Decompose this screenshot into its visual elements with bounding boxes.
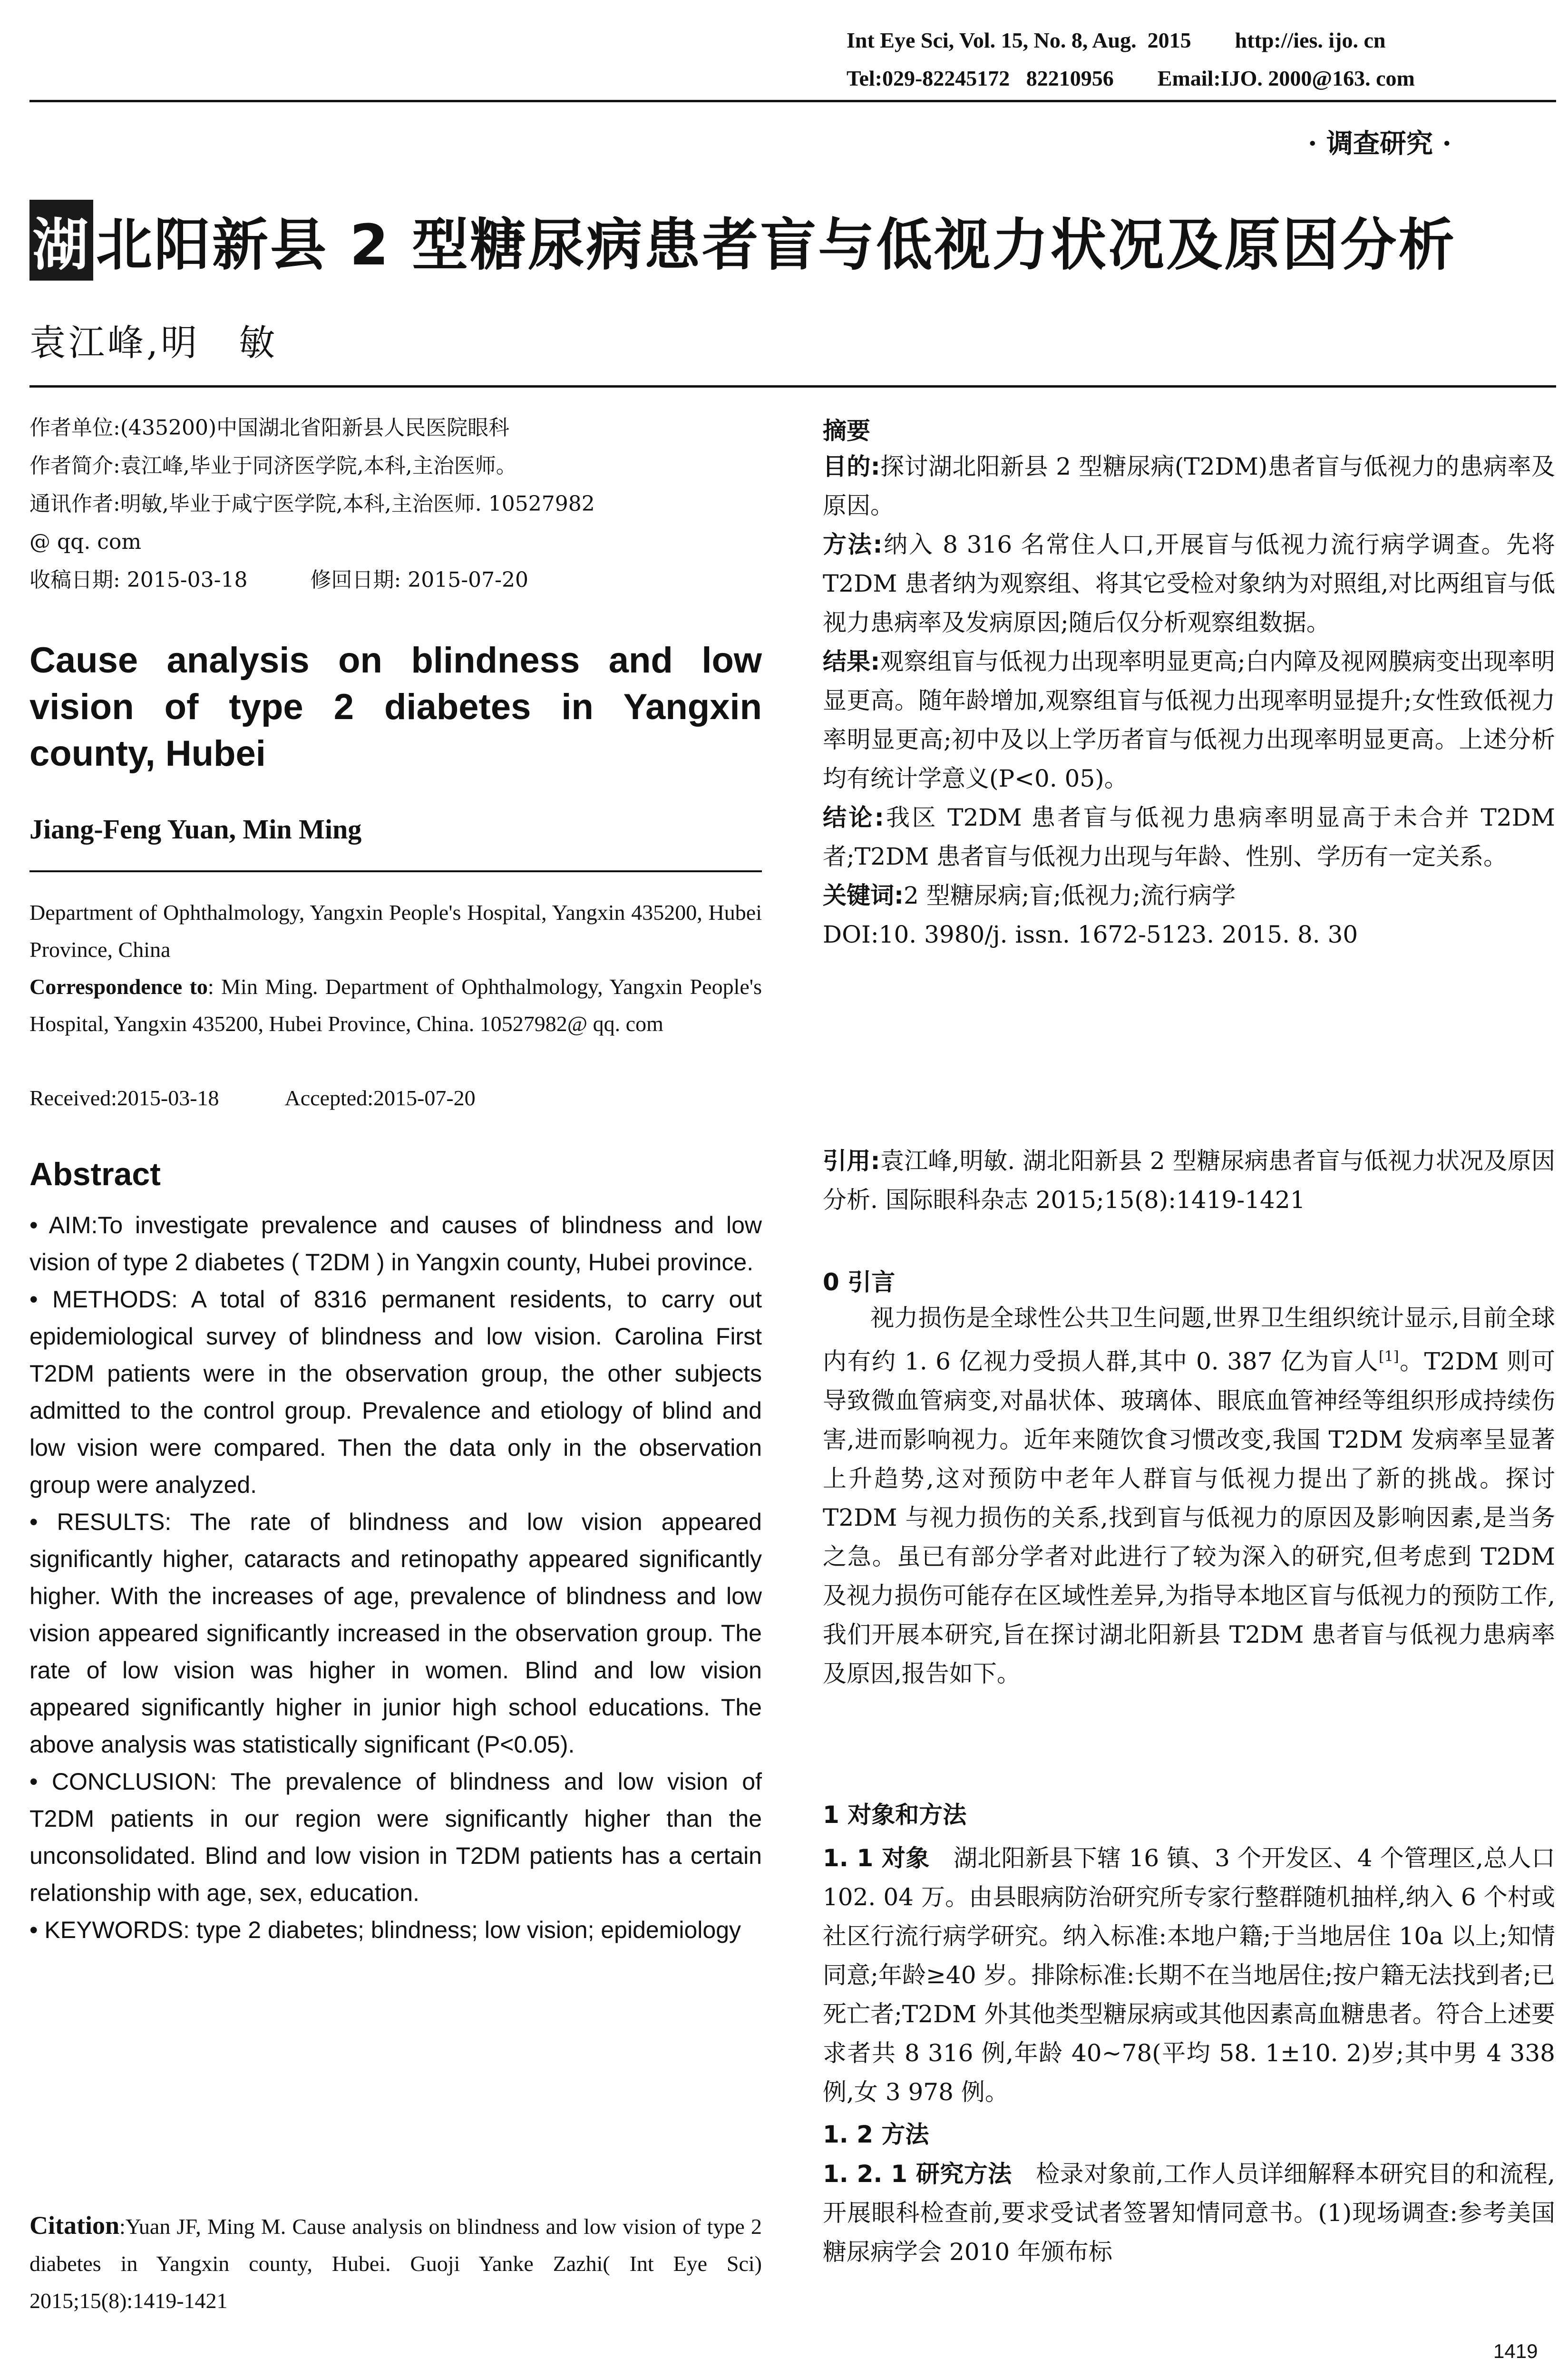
intro-text-a: 视力损伤是全球性公共卫生问题,世界卫生组织统计显示,目前全球内有约 1. 6 亿视力受损人群,其中 0. 387 亿为盲人 [823, 1304, 1555, 1375]
methods-section [823, 1796, 1555, 2271]
intro-body [823, 1298, 1555, 1693]
abstract-heading: Abstract [29, 1156, 161, 1192]
abstract-cn-conclusion [823, 798, 1555, 876]
section1-heading: 1 对象和方法 [823, 1801, 967, 1829]
abstract-cn-heading: 摘要 [823, 417, 870, 445]
received-revised-dates: 收稿日期: 2015-03-18 修回日期: 2015-07-20 [29, 568, 528, 592]
abstract-results: • RESULTS: The rate of blindness and low vision appeared significantly higher, cataracts and retinopathy appeared significantly higher. With the increases of age, prevalence of blindness and low vision appeared significantly increased in the observation group. The rate of low vision was higher in women. Blind and low vision appeared significantly higher in junior high school educations. The above analysis was statistically significant (P<0.05). [29, 1509, 762, 1758]
citation-cn-label: 引用: [823, 1147, 880, 1175]
section-1-1-label: 1. 1 对象 [823, 1844, 930, 1872]
section-1-1 [823, 1839, 1555, 2112]
journal-header-line: Int Eye Sci, Vol. 15, No. 8, Aug. 2015 http://ies. ijo. cn [847, 28, 1386, 52]
title-rule [29, 385, 1556, 388]
section-1-2-1 [823, 2154, 1555, 2271]
results-label: 结果: [823, 648, 880, 675]
authors-en: Jiang-Feng Yuan, Min Ming [29, 814, 362, 845]
correspondence-label: Correspondence to [29, 974, 208, 999]
reference-mark: [1] [1379, 1348, 1399, 1365]
english-header-rule [29, 870, 762, 872]
author-bio: 作者简介:袁江峰,毕业于同济医学院,本科,主治医师。 [29, 454, 517, 478]
section-1-2-heading: 1. 2 方法 [823, 2121, 929, 2148]
abstract-en-body [29, 1207, 762, 1948]
keywords-text: 2 型糖尿病;盲;低视力;流行病学 [904, 882, 1236, 909]
doi: DOI:10. 3980/j. issn. 1672-5123. 2015. 8. 30 [823, 921, 1358, 948]
citation-cn [823, 1141, 1555, 1219]
intro-heading: 0 引言 [823, 1268, 896, 1296]
citation-text: :Yuan JF, Ming M. Cause analysis on blindness and low vision of type 2 diabetes in Yangxin county, Hubei. Guoji Yanke Zazhi( Int Eye Sci) 2015;15(8):1419-1421 [29, 2214, 762, 2313]
citation-cn-para [823, 1141, 1555, 1219]
conclusion-label: 结论: [823, 804, 884, 831]
results-text: 观察组盲与低视力出现率明显更高;白内障及视网膜病变出现率明显更高。随年龄增加,观察组盲与低视力出现率明显提升;女性致低视力率明显更高;初中及以上学历者盲与低视力出现率明显更高。上述分析均有统计学意义(P<0. 05)。 [823, 648, 1555, 792]
conclusion-text: 我区 T2DM 患者盲与低视力患病率明显高于未合并 T2DM 者;T2DM 患者盲与低视力出现与年龄、性别、学历有一定关系。 [823, 804, 1555, 870]
department-en: Department of Ophthalmology, Yangxin People's Hospital, Yangxin 435200, Hubei Province, China [29, 900, 762, 962]
header-rule [29, 100, 1556, 102]
author-affiliation: 作者单位:(435200)中国湖北省阳新县人民医院眼科 [29, 416, 510, 440]
intro-text-b: 。T2DM 则可导致微血管病变,对晶状体、玻璃体、眼底血管神经等组织形成持续伤害,进而影响视力。近年来随饮食习惯改变,我国 T2DM 发病率呈显著上升趋势,这对预防中老年人群盲与低视力提出了新的挑战。探讨 T2DM 与视力损伤的关系,找到盲与低视力的原因及影响因素,是当务之急。虽已有部分学者对此进行了较为深入的研究,但考虑到 T2DM 及视力损伤可能存在区域性差异,为指导本地区盲与低视力的预防工作,我们开展本研究,旨在探讨湖北阳新县 T2DM 患者盲与低视力患病率及原因,报告如下。 [823, 1347, 1555, 1687]
abstract-cn-results [823, 642, 1555, 798]
abstract-cn-keywords [823, 876, 1555, 915]
abstract-aim: • AIM:To investigate prevalence and causes of blindness and low vision of type 2 diabetes ( T2DM ) in Yangxin county, Hubei province. [29, 1212, 762, 1276]
section-1-1-text: 湖北阳新县下辖 16 镇、3 个开发区、4 个管理区,总人口 102. 04 万。由县眼病防治研究所专家行整群随机抽样,纳入 6 个村或社区行流行病学研究。纳入标准:本地户籍;于当地居住 10a 以上;知情同意;年龄≥40 岁。排除标准:长期不在当地居住;按户籍无法找到者;已死亡者;T2DM 外其他类型糖尿病或其他因素高血糖患者。符合上述要求者共 8 316 例,年龄 40~78(平均 58. 1±10. 2)岁;其中男 4 338 例,女 3 978 例。 [823, 1844, 1556, 2106]
section-1-2-1-text: 检录对象前,工作人员详细解释本研究目的和流程,开展眼科检查前,要求受试者签署知情同意书。(1)现场调查:参考美国糖尿病学会 2010 年颁布标 [823, 2160, 1555, 2266]
objective-label: 目的: [823, 453, 880, 480]
contact-header-line: Tel:029-82245172 82210956 Email:IJO. 2000@163. com [847, 66, 1415, 90]
author-info-block [29, 409, 762, 599]
page-number: 1419 [1493, 2340, 1538, 2362]
corresponding-email: @ qq. com [29, 530, 142, 554]
received-accepted-en: Received:2015-03-18 Accepted:2015-07-20 [29, 1086, 476, 1110]
abstract-methods: • METHODS: A total of 8316 permanent residents, to carry out epidemiological survey of blindness and low vision. Carolina First T2DM patients were in the observation group, the other subjects admitted to the control group. Prevalence and etiology of blind and low vision were compared. Then the data only in the observation group were analyzed. [29, 1286, 762, 1498]
methods-label: 方法: [823, 531, 883, 558]
abstract-cn-methods [823, 525, 1555, 642]
corresponding-author: 通讯作者:明敏,毕业于咸宁医学院,本科,主治医师. 10527982 [29, 492, 595, 516]
citation-cn-text: 袁江峰,明敏. 湖北阳新县 2 型糖尿病患者盲与低视力状况及原因分析. 国际眼科杂志 2015;15(8):1419-1421 [823, 1147, 1555, 1214]
title-rest: 北阳新县 2 型糖尿病患者盲与低视力状况及原因分析 [96, 212, 1457, 278]
citation-label: Citation [29, 2211, 119, 2240]
abstract-keywords: • KEYWORDS: type 2 diabetes; blindness; low vision; epidemiology [29, 1917, 741, 1943]
methods-text: 纳入 8 316 名常住人口,开展盲与低视力流行病学调查。先将 T2DM 患者纳为观察组、将其它受检对象纳为对照组,对比两组盲与低视力患病率及发病原因;随后仅分析观察组数据。 [823, 531, 1555, 636]
abstract-conclusion: • CONCLUSION: The prevalence of blindness and low vision of T2DM patients in our region were significantly higher than the unconsolidated. Blind and low vision in T2DM patients has a certain relationship with age, sex, education. [29, 1768, 762, 1906]
citation-en [29, 2207, 762, 2319]
paper-title-en: Cause analysis on blindness and low vision of type 2 diabetes in Yangxin county, Hubei [29, 640, 762, 774]
section-tag: · 调查研究 · [1308, 128, 1451, 159]
intro-paragraph [823, 1298, 1555, 1693]
abstract-cn-body [823, 447, 1555, 954]
section-1-2-1-label: 1. 2. 1 研究方法 [823, 2160, 1012, 2188]
correspondence-en [29, 968, 762, 1042]
correspondence-text: : Min Ming. Department of Ophthalmology, Yangxin People's Hospital, Yangxin 435200, Hubei Province, China. 10527982@ qq. com [29, 974, 762, 1036]
title-initial-block: 湖 [29, 200, 93, 281]
keywords-label: 关键词: [823, 882, 904, 909]
abstract-cn-objective [823, 447, 1555, 525]
paper-title-cn [29, 200, 1456, 281]
authors-cn: 袁江峰,明 敏 [29, 321, 278, 364]
objective-text: 探讨湖北阳新县 2 型糖尿病(T2DM)患者盲与低视力的患病率及原因。 [823, 453, 1555, 519]
